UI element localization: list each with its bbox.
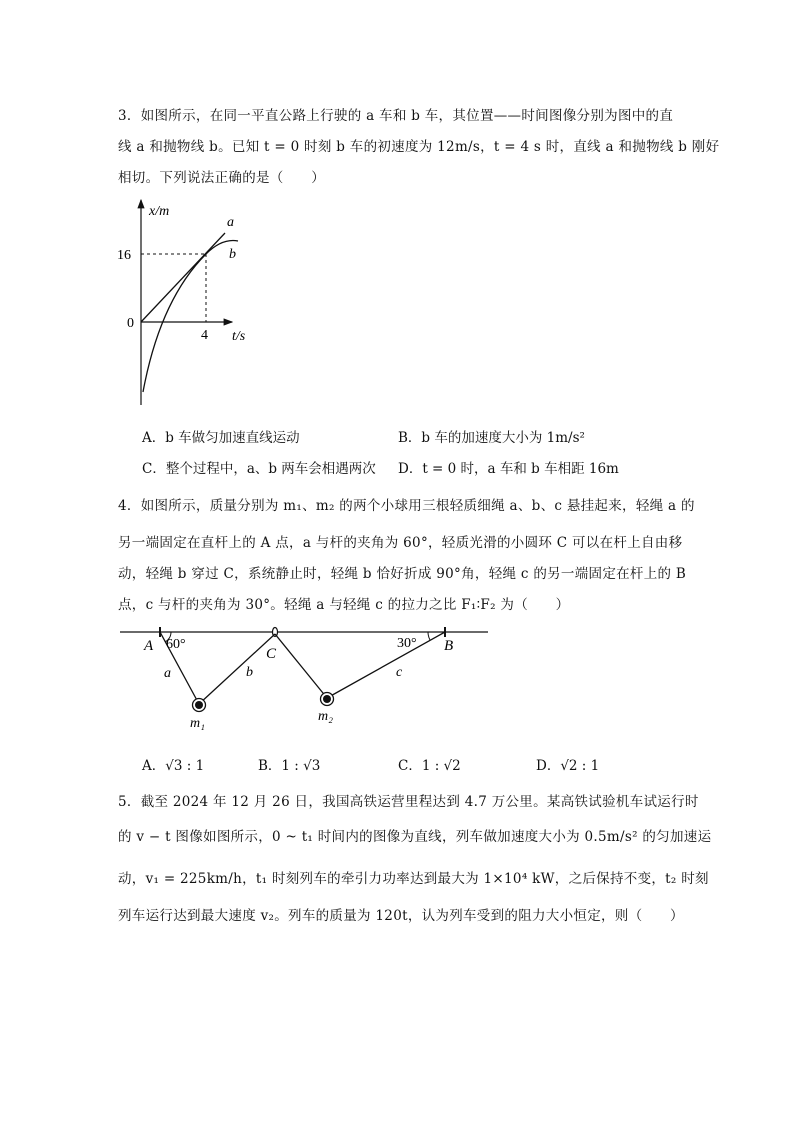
q4-label-rope-c: c (396, 665, 403, 680)
q4-line-4: 点，c 与杆的夹角为 30°。轻绳 a 与轻绳 c 的拉力之比 F₁∶F₂ 为（ ） (118, 597, 570, 613)
q5-line-3: 动，v₁ = 225km/h，t₁ 时刻列车的牵引力功率达到最大为 1×10⁴ kW，之后保持不变，t₂ 时刻 (118, 871, 709, 887)
q4-label-m1: m₁ (190, 716, 205, 731)
q3-y-tick-16: 16 (117, 248, 131, 263)
q3-line-a-label: a (227, 215, 234, 230)
q4-label-m2: m₂ (318, 709, 333, 724)
q3-option-a: A．b 车做匀加速直线运动 (142, 430, 300, 446)
q4-rope-b-right (275, 634, 327, 698)
q4-option-c: C．1 : √2 (398, 758, 461, 774)
q3-curve-b-label: b (229, 247, 236, 262)
q4-rope-b-left (199, 634, 275, 704)
q5-line-1: 5．截至 2024 年 12 月 26 日，我国高铁运营里程达到 4.7 万公里。某高铁试验机车试运行时 (118, 794, 699, 810)
q3-option-d: D．t = 0 时，a 车和 b 车相距 16m (398, 461, 619, 477)
q3-x-axis-label: t/s (232, 329, 246, 344)
q3-x-tick-4: 4 (201, 328, 208, 343)
q4-ball-m1-core (195, 701, 203, 709)
q4-option-a: A．√3 : 1 (142, 758, 205, 774)
q4-line-2: 另一端固定在直杆上的 A 点，a 与杆的夹角为 60°，轻质光滑的小圆环 C 可以在杆上自由移 (118, 535, 683, 551)
q4-ball-m2-core (323, 695, 331, 703)
q3-origin-label: 0 (127, 316, 134, 331)
q4-label-a-point: A (144, 638, 154, 654)
q4-label-rope-b: b (246, 665, 253, 680)
q3-option-c: C．整个过程中，a、b 两车会相遇两次 (142, 461, 376, 477)
q3-y-axis-label: x/m (149, 204, 170, 219)
q3-option-b: B．b 车的加速度大小为 1m/s² (398, 430, 585, 446)
q5-line-2: 的 v − t 图像如图所示，0 ~ t₁ 时间内的图像为直线，列车做加速度大小为 0.5m/s² 的匀加速运 (118, 829, 712, 845)
q4-rope-c (327, 632, 445, 698)
q4-label-60: 60° (166, 637, 186, 652)
q3-line-1: 3．如图所示，在同一平直公路上行驶的 a 车和 b 车，其位置——时间图像分别为图中的直 (118, 108, 674, 124)
q4-label-30: 30° (397, 636, 417, 651)
q4-option-d: D．√2 : 1 (536, 758, 600, 774)
q5-line-4: 列车运行达到最大速度 v₂。列车的质量为 120t，认为列车受到的阻力大小恒定，则（ ） (118, 908, 684, 924)
q4-line-1: 4．如图所示，质量分别为 m₁、m₂ 的两个小球用三根轻质细绳 a、b、c 悬挂起来，轻绳 a 的 (118, 498, 695, 514)
q4-option-b: B．1 : √3 (258, 758, 321, 774)
q4-line-3: 动，轻绳 b 穿过 C，系统静止时，轻绳 b 恰好折成 90°角，轻绳 c 的另一端固定在杆上的 B (118, 566, 687, 582)
q4-label-c-point: C (266, 646, 277, 662)
q3-line-2: 线 a 和抛物线 b。已知 t = 0 时刻 b 车的初速度为 12m/s，t = 4 s 时，直线 a 和抛物线 b 刚好 (118, 139, 720, 155)
q4-label-b-point: B (444, 638, 454, 654)
q4-angle-arc-30 (428, 632, 430, 640)
q4-label-rope-a: a (164, 666, 171, 681)
q3-line-3: 相切。下列说法正确的是（ ） (118, 170, 325, 186)
